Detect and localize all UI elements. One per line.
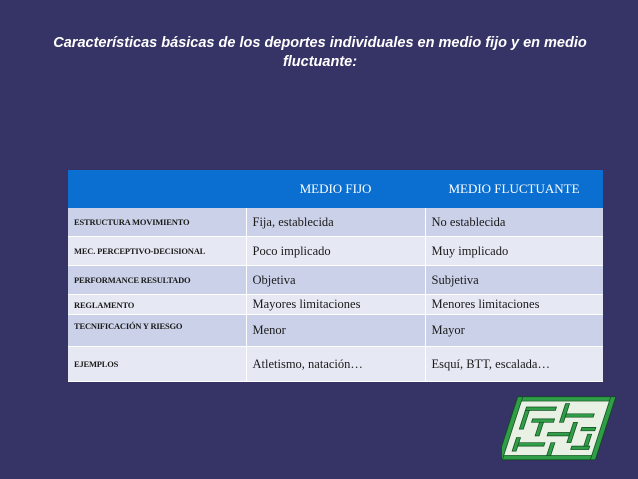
cell-fijo: Objetiva <box>246 266 425 295</box>
table-row <box>68 237 603 266</box>
row-label: MEC. PERCEPTIVO-DECISIONAL <box>68 237 246 266</box>
row-label: ESTRUCTURA MOVIMIENTO <box>68 208 246 237</box>
table-row <box>68 315 603 347</box>
row-label: TECNIFICACIÓN Y RIESGO <box>68 315 246 347</box>
row-label: PERFORMANCE RESULTADO <box>68 266 246 295</box>
row-label: EJEMPLOS <box>68 347 246 382</box>
cell-fijo: Fija, establecida <box>246 208 425 237</box>
cell-fluctuante: Esquí, BTT, escalada… <box>425 347 603 382</box>
green-maze-icon <box>502 388 624 464</box>
table-row <box>68 266 603 295</box>
cell-fluctuante: No establecida <box>425 208 603 237</box>
cell-fijo: Atletismo, natación… <box>246 347 425 382</box>
cell-fijo: Menor <box>246 315 425 347</box>
header-medio-fluctuante: MEDIO FLUCTUANTE <box>425 170 603 208</box>
table-row <box>68 208 603 237</box>
row-label: REGLAMENTO <box>68 295 246 315</box>
cell-fluctuante: Subjetiva <box>425 266 603 295</box>
comparison-table <box>68 170 603 382</box>
cell-fluctuante: Mayor <box>425 315 603 347</box>
table-row <box>68 347 603 382</box>
cell-fluctuante: Muy implicado <box>425 237 603 266</box>
cell-fijo: Poco implicado <box>246 237 425 266</box>
header-medio-fijo: MEDIO FIJO <box>246 170 425 208</box>
table-row <box>68 295 603 315</box>
table-header-row <box>68 170 603 208</box>
cell-fijo: Mayores limitaciones <box>246 295 425 315</box>
cell-fluctuante: Menores limitaciones <box>425 295 603 315</box>
header-empty <box>68 170 246 208</box>
slide-title: Características básicas de los deportes individuales en medio fijo y en medio fluctuante: <box>53 35 587 70</box>
